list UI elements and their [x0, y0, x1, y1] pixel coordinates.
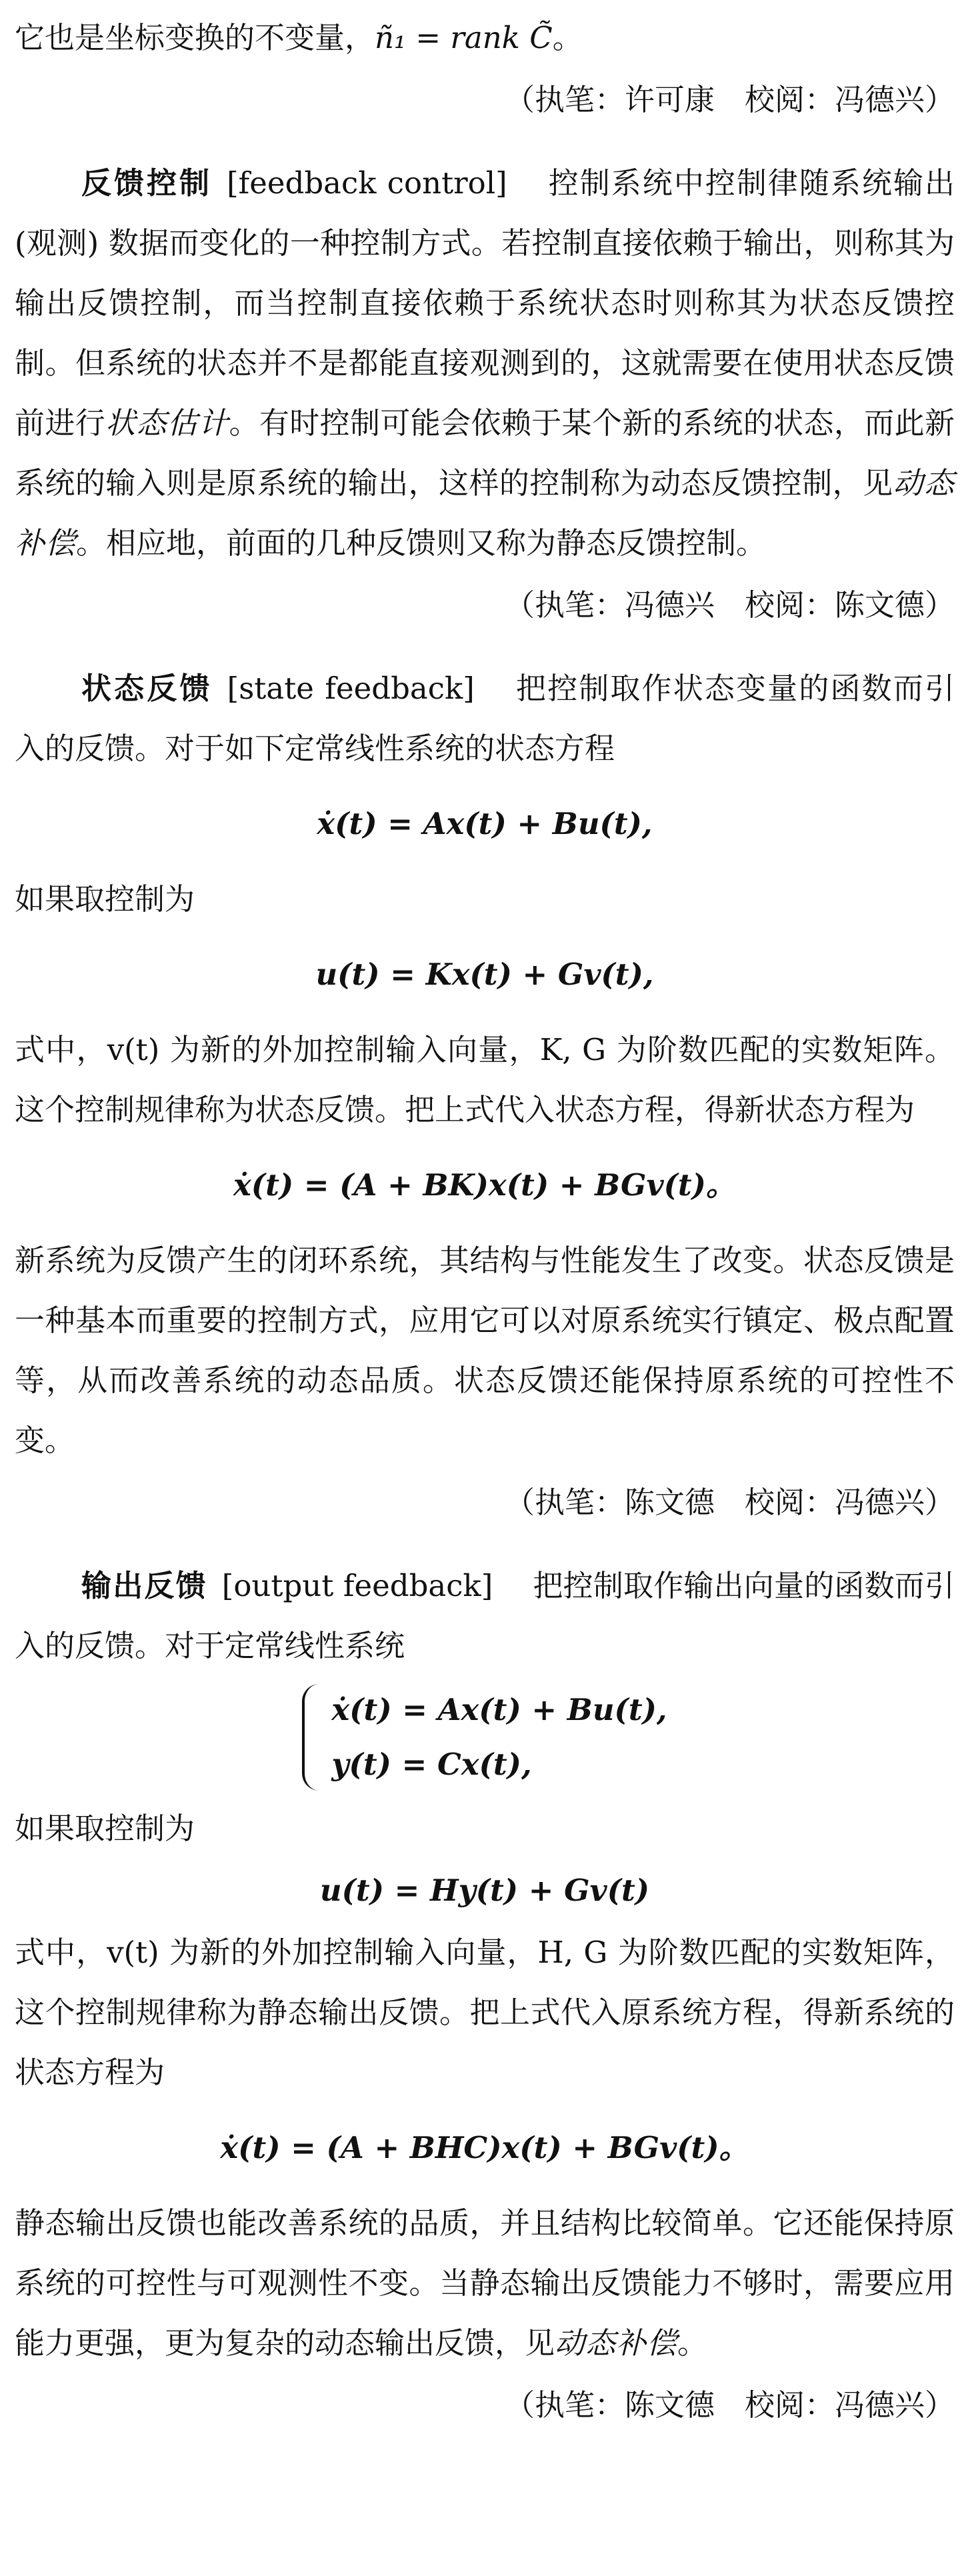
equation: ẋ(t) = (A + BHC)x(t) + BGv(t)。 [220, 2130, 749, 2165]
entry-paragraph [15, 153, 955, 573]
entry-text: 式中，v(t) 为新的外加控制输入向量，K, G 为阶数匹配的实数矩阵。这个控制规律称为状态反馈。把上式代入状态方程，得新状态方程为 [15, 1032, 955, 1127]
entry-title: 状态反馈 [81, 671, 213, 706]
equation: u(t) = Hy(t) + Gv(t) [319, 1873, 650, 1908]
entry-term: [output feedback] [221, 1568, 493, 1603]
left-brace [302, 1684, 319, 1791]
equation: u(t) = Kx(t) + Gv(t), [315, 957, 654, 992]
entry-output-feedback [15, 1556, 955, 2433]
entry-signature: （执笔：陈文德 校阅：冯德兴） [504, 2387, 955, 2423]
cross-reference-link[interactable]: 动态补偿 [15, 465, 955, 561]
equation: ẋ(t) = Ax(t) + Bu(t), [317, 806, 653, 841]
entry-body: 。 [677, 2325, 708, 2361]
entry-body: 。有时控制可能会依赖于某个新的系统的状态，而此新系统的输入则是原系统的输出，这样的控制称为动态反馈控制，见 [15, 405, 955, 501]
cross-reference-link[interactable]: 动态补偿 [555, 2325, 678, 2361]
entry-body: 把控制取作状态变量的函数而引入的反馈。对于如下定常线性系统的状态方程 [15, 671, 955, 766]
entry-body: 。相应地，前面的几种反馈则又称为静态反馈控制。 [76, 525, 767, 561]
entry-text: 新系统为反馈产生的闭环系统，其结构与性能发生了改变。状态反馈是一种基本而重要的控制方式，应用它可以对原系统实行镇定、极点配置等，从而改善系统的动态品质。状态反馈还能保持原系统的可控性不变。 [15, 1243, 955, 1458]
system-lines [331, 1683, 667, 1792]
intro-signature: （执笔：许可康 校阅：冯德兴） [504, 82, 955, 117]
entry-feedback-control [15, 153, 955, 633]
system-equation-output: y(t) = Cx(t), [331, 1747, 532, 1782]
entry-state-feedback [15, 659, 955, 1531]
entry-text: 式中，v(t) 为新的外加控制输入向量，H, G 为阶数匹配的实数矩阵，这个控制规律称为静态输出反馈。把上式代入原系统方程，得新系统的状态方程为 [15, 1935, 955, 2090]
system-equation-state: ẋ(t) = Ax(t) + Bu(t), [331, 1692, 667, 1727]
entry-term: [state feedback] [227, 671, 475, 706]
intro-text: 它也是坐标变换的不变量， [15, 20, 375, 55]
entry-body: 把控制取作输出向量的函数而引入的反馈。对于定常线性系统 [15, 1568, 955, 1663]
entry-paragraph [15, 2193, 955, 2373]
intro-formula: ñ₁ = rank C̃ [375, 20, 553, 55]
intro-paragraph [15, 8, 955, 68]
intro-period: 。 [552, 20, 583, 55]
entry-title: 反馈控制 [81, 165, 213, 201]
entry-paragraph [15, 659, 955, 779]
entry-text: 如果取控制为 [15, 881, 195, 917]
entry-signature: （执笔：陈文德 校阅：冯德兴） [504, 1485, 955, 1520]
equation-system [15, 1683, 955, 1792]
entry-term: [feedback control] [227, 165, 507, 201]
entry-body: 静态输出反馈也能改善系统的品质，并且结构比较简单。它还能保持原系统的可控性与可观测性不变。当静态输出反馈能力不够时，需要应用能力更强，更为复杂的动态输出反馈，见 [15, 2205, 955, 2361]
entry-body: 控制系统中控制律随系统输出 (观测) 数据而变化的一种控制方式。若控制直接依赖于输出，则称其为输出反馈控制，而当控制直接依赖于系统状态时则称其为状态反馈控制。但系统的状态并不是都能直接观测到的，这就需要在使用状态反馈前进行 [15, 165, 955, 441]
entry-paragraph [15, 1556, 955, 1676]
entry-signature: （执笔：冯德兴 校阅：陈文德） [504, 587, 955, 623]
entry-text: 如果取控制为 [15, 1811, 195, 1846]
cross-reference-link[interactable]: 状态估计 [105, 405, 229, 441]
entry-title: 输出反馈 [81, 1568, 207, 1603]
equation: ẋ(t) = (A + BK)x(t) + BGv(t)。 [233, 1167, 736, 1203]
